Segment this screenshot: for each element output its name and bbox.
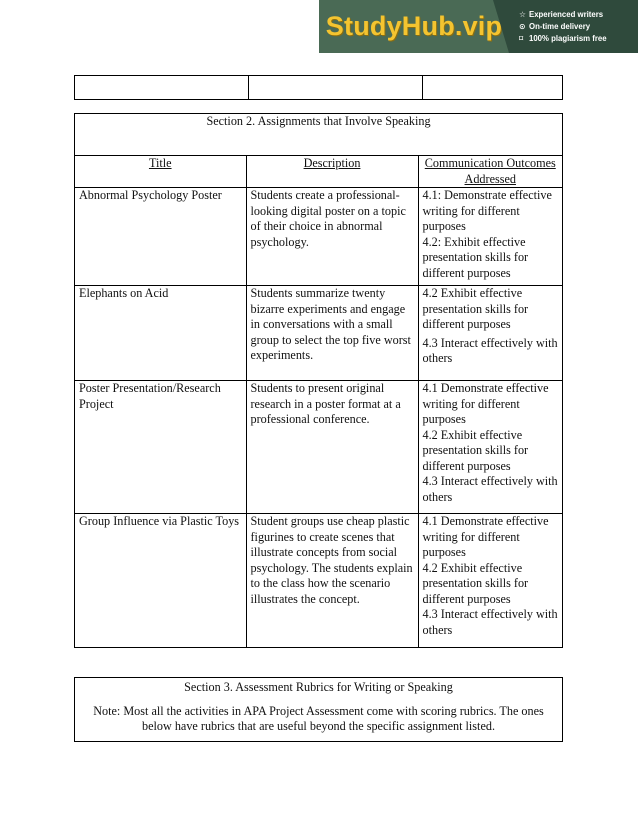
outcome-item: 4.3 Interact effectively with others [422,335,558,365]
row-title: Abnormal Psychology Poster [75,188,246,286]
section2-table [74,113,563,648]
header-outcomes: Communication Outcomes Addressed [418,156,562,188]
table-row [75,514,562,647]
outcome-item: 4.2 Exhibit effective presentation skills for different purposes [422,560,529,606]
row-outcomes [418,514,562,647]
outcome-item: 4.2 Exhibit effective presentation skills for different purposes [422,286,529,331]
previous-table-stub [74,75,563,100]
row-description: Student groups use cheap plastic figurines to create scenes that illustrate concepts from social psychology. The students explain to the class how the scenario illustrates the concept. [246,514,418,647]
outcome-item: 4.3 Interact effectively with others [422,607,558,637]
outcome-item: 4.1 Demonstrate effective writing for different purposes [422,381,549,426]
feature-list [509,9,607,45]
row-description: Students create a professional-looking digital poster on a topic of their choice in abnormal psychology. [246,188,418,286]
row-outcomes [418,188,562,286]
feature-item [519,33,607,45]
section3-title: Section 3. Assessment Rubrics for Writing or Speaking [184,680,453,694]
row-title: Poster Presentation/Research Project [75,381,246,514]
outcome-item: 4.2: Exhibit effective presentation skills for different purposes [422,234,529,280]
section3-note: Note: Most all the activities in APA Project Assessment come with scoring rubrics. The ones below have rubrics that are useful beyond the specific assignment listed. [93,703,544,733]
feature-item [519,21,607,33]
table-cell [423,76,563,100]
row-title: Group Influence via Plastic Toys [75,514,246,647]
table-row [75,286,562,381]
studyhub-logo[interactable] [319,0,509,53]
row-description: Students to present original research in a poster format at a professional conference. [246,381,418,514]
row-outcomes [418,286,562,381]
table-row [75,76,563,100]
header-description: Description [246,156,418,188]
outcome-item: 4.1: Demonstrate effective writing for different purposes [422,188,552,233]
section2-title: Section 2. Assignments that Involve Speaking [75,114,562,156]
feature-label: On-time delivery [529,21,591,31]
outcome-item: 4.3 Interact effectively with others [422,474,558,504]
feature-item [519,9,607,21]
row-outcomes [418,381,562,514]
table-cell [249,76,423,100]
outcome-item: 4.1 Demonstrate effective writing for different purposes [422,514,549,559]
star-icon: ☆ [519,9,526,19]
header-row [75,156,562,188]
table-row [75,188,562,286]
table-row [75,381,562,514]
row-title: Elephants on Acid [75,286,246,381]
section-title-row [75,114,562,156]
feature-label: 100% plagiarism free [529,33,607,43]
outcome-item: 4.2 Exhibit effective presentation skills for different purposes [422,427,529,473]
feature-label: Experienced writers [529,9,604,19]
row-description: Students summarize twenty bizarre experiments and engage in conversations with a small group to select the top five worst experiments. [246,286,418,381]
clock-icon: ⊙ [519,21,526,31]
table-cell [75,76,249,100]
studyhub-banner[interactable] [319,0,638,53]
header-title: Title [75,156,246,188]
logo-corner-decoration [493,0,509,53]
section3-box [74,677,563,742]
logo-text: StudyHub.vip [325,10,503,41]
badge-icon: ⌑ [519,33,524,43]
